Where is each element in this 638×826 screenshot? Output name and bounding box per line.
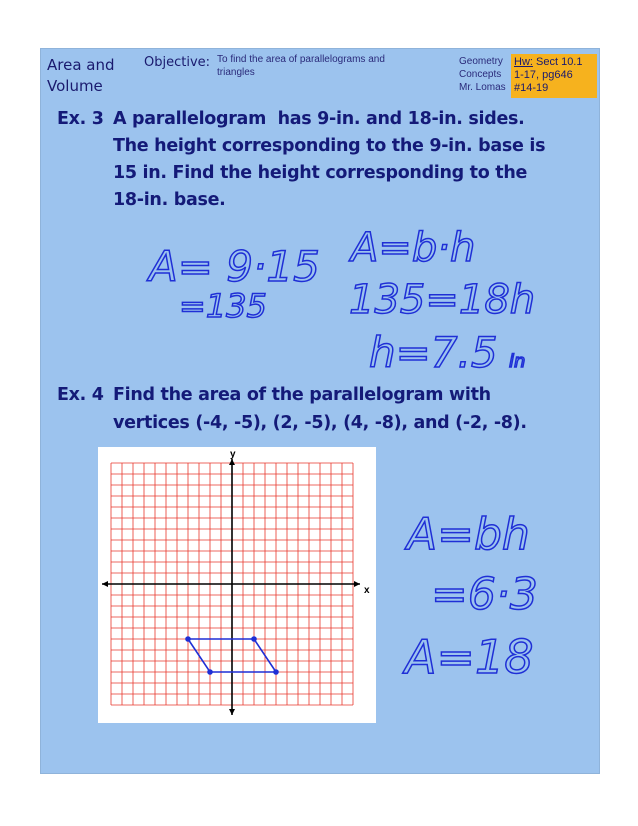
topic-line-2: Volume	[47, 77, 103, 95]
example-3-label: Ex. 3	[57, 109, 104, 129]
hand-area-substitution: =6·3	[431, 569, 538, 620]
hand-height-unit: in	[509, 351, 526, 372]
example-4-label: Ex. 4	[57, 385, 104, 405]
hand-equation: 135=18h	[349, 277, 536, 323]
hand-area-formula-2: A=bh	[407, 509, 530, 560]
homework-line-2: 1-17, pg646	[514, 69, 573, 81]
hand-area-answer: A=18	[405, 630, 534, 684]
objective-line-2: triangles	[217, 67, 255, 78]
x-axis-label: x	[364, 585, 370, 596]
example-3-line-3: 15 in. Find the height corresponding to the	[113, 163, 528, 183]
homework-label: Hw:	[514, 56, 533, 68]
hand-height-answer: h=7.5	[369, 328, 498, 377]
hand-area-formula-numeric: A= 9·15	[149, 242, 320, 291]
example-4-line-1: Find the area of the parallelogram with	[113, 385, 491, 405]
example-3-line-2: The height corresponding to the 9-in. base is	[113, 136, 546, 156]
slide-page	[40, 48, 600, 774]
example-4-line-2: vertices (-4, -5), (2, -5), (4, -8), and (-2, -8).	[113, 413, 527, 433]
hand-area-result: =135	[179, 287, 267, 325]
teacher-name: Mr. Lomas	[459, 82, 506, 93]
example-3-line-1: A parallelogram has 9-in. and 18-in. sides.	[113, 109, 525, 129]
course-line-2: Concepts	[459, 69, 502, 80]
hand-area-formula: A=b·h	[351, 225, 476, 271]
handwriting-layer	[41, 49, 599, 773]
homework-line-3: #14-19	[514, 82, 549, 94]
objective-line-1: To find the area of parallelograms and	[217, 54, 385, 65]
y-axis-label: y	[230, 449, 236, 460]
objective-label: Objective:	[144, 55, 211, 70]
example-3-line-4: 18-in. base.	[113, 190, 226, 210]
topic-line-1: Area and	[47, 56, 115, 74]
homework-line-1: Sect 10.1	[532, 56, 583, 68]
course-line-1: Geometry	[459, 56, 503, 67]
